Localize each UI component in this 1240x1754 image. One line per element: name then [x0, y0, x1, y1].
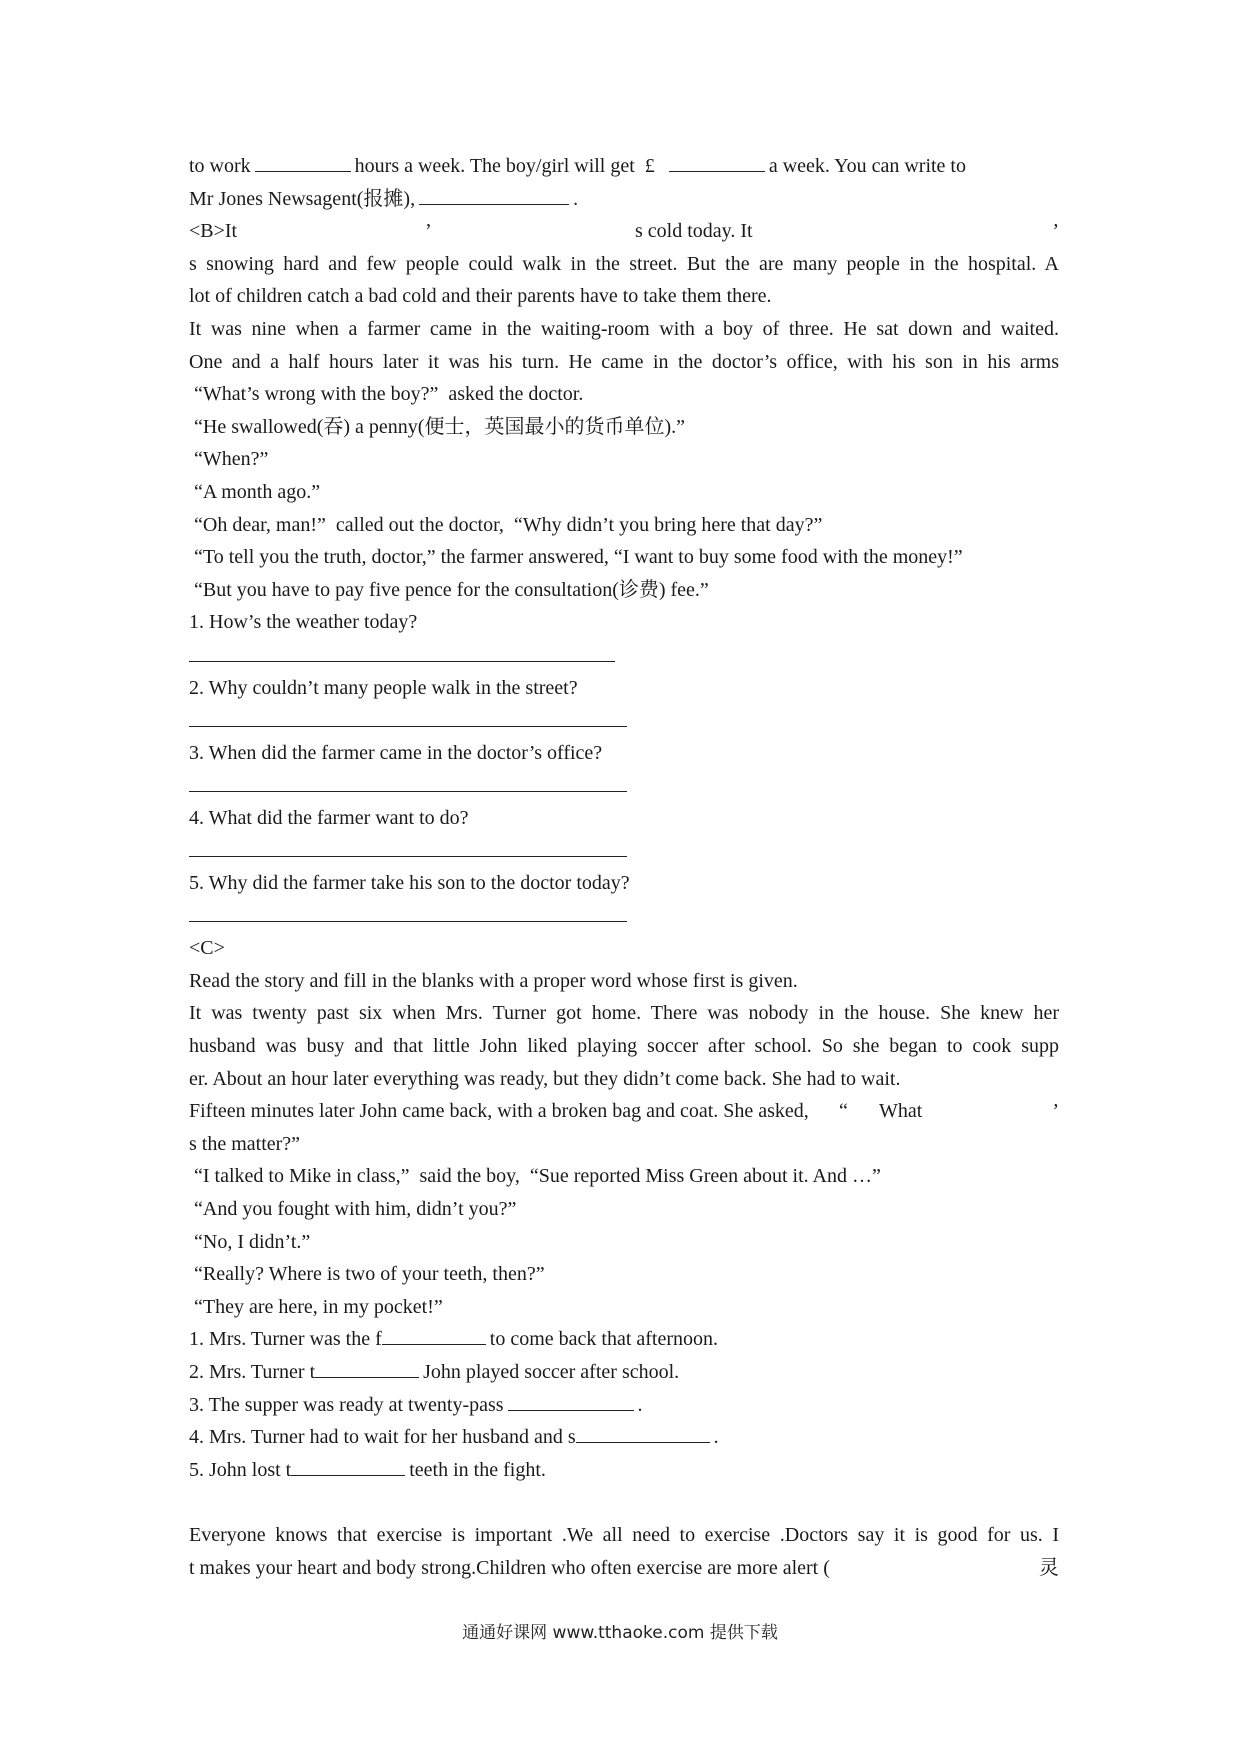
fill-blank-item: 3. The supper was ready at twenty-pass . — [189, 1393, 643, 1416]
part-c-header: <C> — [189, 937, 225, 960]
question: 2. Why couldn’t many people walk in the street? — [189, 676, 578, 699]
worksheet-page — [189, 150, 1059, 1584]
blank-pay — [669, 170, 765, 172]
fill-blank[interactable] — [576, 1441, 710, 1443]
part-c-dialogue: “And you fought with him, didn’t you?” — [189, 1198, 517, 1220]
fill-blank-item: 1. Mrs. Turner was the f to come back that afternoon. — [189, 1328, 719, 1351]
answer-line[interactable] — [189, 769, 1059, 802]
part-a-line-2: Mr Jones Newsagent(报摊), . — [189, 187, 579, 210]
part-b-header: <B>It ’ s cold today. It ’ — [189, 220, 1059, 243]
part-d-header — [189, 1486, 1059, 1519]
answer-line[interactable] — [189, 639, 1059, 672]
part-c-line: It was twenty past six when Mrs. Turner got home. There was nobody in the house. She knew her — [189, 1002, 1059, 1025]
fill-blank[interactable] — [508, 1409, 634, 1411]
part-b-dialogue: “A month ago.” — [189, 480, 321, 503]
part-b-line: It was nine when a farmer came in the waiting-room with a boy of three. He sat down and waited. — [189, 317, 1059, 340]
fill-blank-item: 4. Mrs. Turner had to wait for her husband and s . — [189, 1426, 719, 1449]
part-d-line: Everyone knows that exercise is important .We all need to exercise .Doctors say it is good for us. I — [189, 1523, 1059, 1546]
part-c-instruction: Read the story and fill in the blanks with a proper word whose first is given. — [189, 969, 798, 992]
part-c-line: er. About an hour later everything was ready, but they didn’t come back. She had to wait. — [189, 1067, 901, 1090]
fill-blank[interactable] — [382, 1343, 486, 1345]
part-b-dialogue: “Oh dear, man!” called out the doctor, “Why didn’t you bring here that day?” — [189, 513, 823, 536]
footer-watermark: 通通好课网 www.tthaoke.com 提供下载 — [462, 1623, 778, 1643]
part-b-line: lot of children catch a bad cold and their parents have to take them there. — [189, 285, 772, 308]
part-c-dialogue: “They are here, in my pocket!” — [189, 1295, 443, 1318]
fill-blank[interactable] — [291, 1474, 405, 1476]
question: 3. When did the farmer came in the doctor’s office? — [189, 741, 603, 764]
question: 1. How’s the weather today? — [189, 611, 418, 634]
part-c-split-line: Fifteen minutes later John came back, with a broken bag and coat. She asked, “ What ’ — [189, 1100, 1059, 1123]
blank-hours — [255, 170, 351, 172]
answer-line[interactable] — [189, 704, 1059, 737]
part-d-line: t makes your heart and body strong.Children who often exercise are more alert ( 灵 — [189, 1556, 1059, 1579]
fill-blank-item: 2. Mrs. Turner t John played soccer after school. — [189, 1360, 680, 1383]
part-c-dialogue: “No, I didn’t.” — [189, 1230, 311, 1253]
part-c-line: husband was busy and that little John liked playing soccer after school. So she began to cook supp — [189, 1035, 1059, 1058]
part-c-dialogue: “I talked to Mike in class,” said the boy, “Sue reported Miss Green about it. And …” — [189, 1165, 881, 1188]
answer-line[interactable] — [189, 900, 1059, 933]
question: 4. What did the farmer want to do? — [189, 806, 469, 829]
fill-blank[interactable] — [315, 1376, 419, 1378]
fill-blank-item: 5. John lost t teeth in the fight. — [189, 1458, 546, 1481]
part-b-dialogue: “He swallowed(吞) a penny(便士，英国最小的货币单位).” — [189, 415, 686, 438]
part-b-dialogue: “What’s wrong with the boy?” asked the doctor. — [189, 383, 584, 406]
part-b-line: s snowing hard and few people could walk in the street. But the are many people in the hospital. A — [189, 252, 1059, 275]
part-c-dialogue: s the matter?” — [189, 1132, 301, 1155]
answer-line[interactable] — [189, 834, 1059, 867]
question: 5. Why did the farmer take his son to the doctor today? — [189, 872, 630, 895]
part-c-dialogue: “Really? Where is two of your teeth, then?” — [189, 1263, 545, 1286]
part-a-line-1: to work hours a week. The boy/girl will get £ a week. You can write to — [189, 155, 966, 177]
part-b-dialogue: “When?” — [189, 448, 269, 471]
blank-address — [419, 203, 569, 205]
part-b-dialogue: “But you have to pay five pence for the consultation(诊费) fee.” — [189, 578, 709, 601]
part-b-dialogue: “To tell you the truth, doctor,” the farmer answered, “I want to buy some food with the money!” — [189, 546, 963, 569]
part-b-line: One and a half hours later it was his turn. He came in the doctor’s office, with his son in his arms — [189, 350, 1059, 373]
